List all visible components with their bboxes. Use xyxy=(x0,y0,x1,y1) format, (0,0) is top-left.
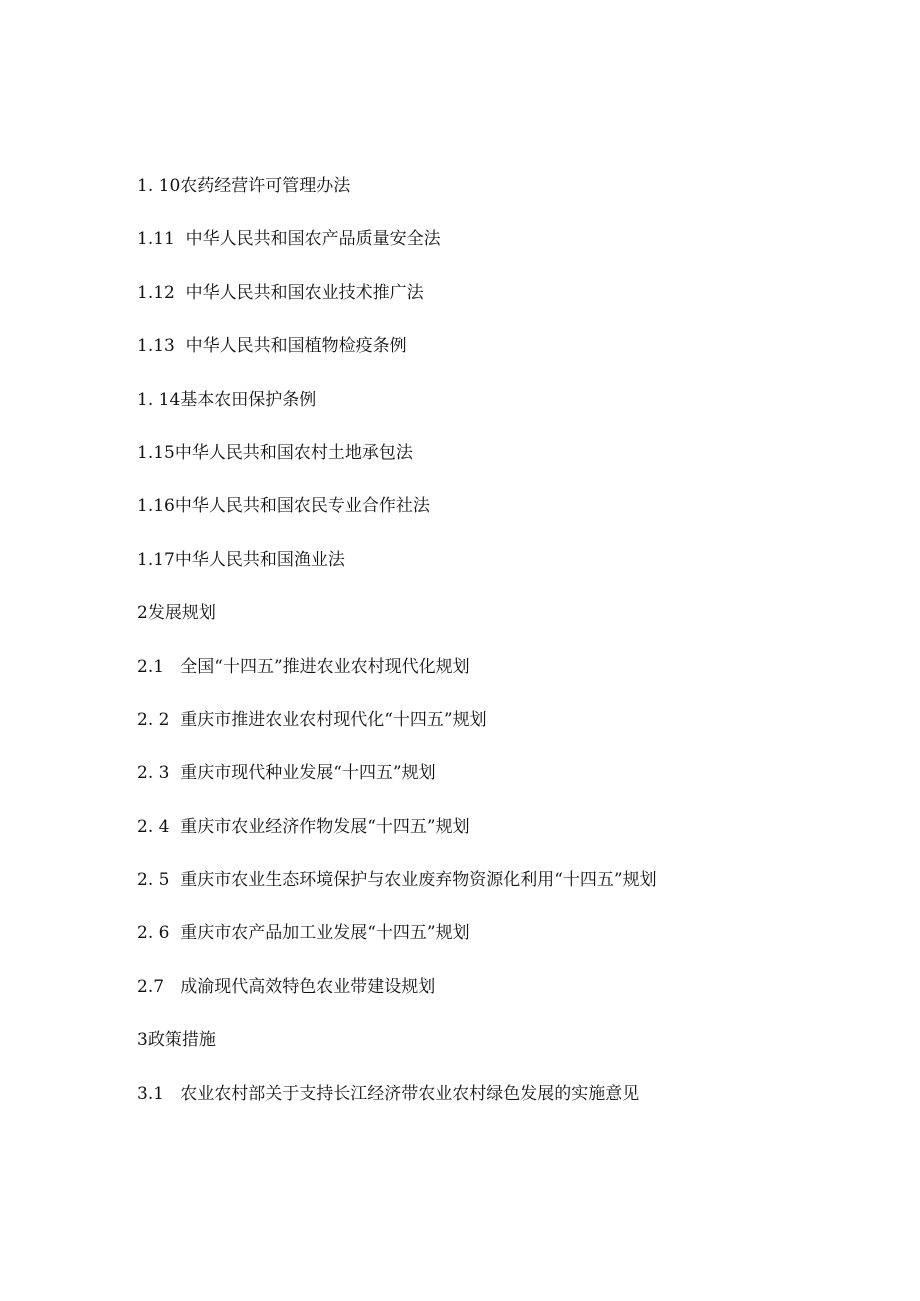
list-item: 1.13 中华人民共和国植物检疫条例 xyxy=(137,336,407,357)
list-item: 1. 14基本农田保护条例 xyxy=(137,389,317,410)
list-item: 3.1 农业农村部关于支持长江经济带农业农村绿色发展的实施意见 xyxy=(137,1083,640,1104)
document-body xyxy=(137,172,877,1133)
list-item: 2.1 全国“十四五”推进农业农村现代化规划 xyxy=(137,656,470,677)
list-item: 1.16中华人民共和国农民专业合作社法 xyxy=(137,496,430,517)
list-item: 1.12 中华人民共和国农业技术推广法 xyxy=(137,282,424,303)
list-item: 2.7 成渝现代高效特色农业带建设规划 xyxy=(137,976,436,997)
list-item: 2. 6 重庆市农产品加工业发展“十四五”规划 xyxy=(137,923,470,944)
list-item: 2. 4 重庆市农业经济作物发展“十四五”规划 xyxy=(137,816,470,837)
list-item: 2. 3 重庆市现代种业发展“十四五”规划 xyxy=(137,763,436,784)
list-item: 1.15中华人民共和国农村土地承包法 xyxy=(137,442,413,463)
list-item: 1.11 中华人民共和国农产品质量安全法 xyxy=(137,229,441,250)
list-item: 1.17中华人民共和国渔业法 xyxy=(137,549,345,570)
section-heading: 3政策措施 xyxy=(137,1030,216,1051)
list-item: 2. 2 重庆市推进农业农村现代化“十四五”规划 xyxy=(137,709,487,730)
section-heading: 2发展规划 xyxy=(137,603,216,624)
list-item: 1. 10农药经营许可管理办法 xyxy=(137,176,351,196)
list-item: 2. 5 重庆市农业生态环境保护与农业废弃物资源化利用“十四五”规划 xyxy=(137,870,657,891)
